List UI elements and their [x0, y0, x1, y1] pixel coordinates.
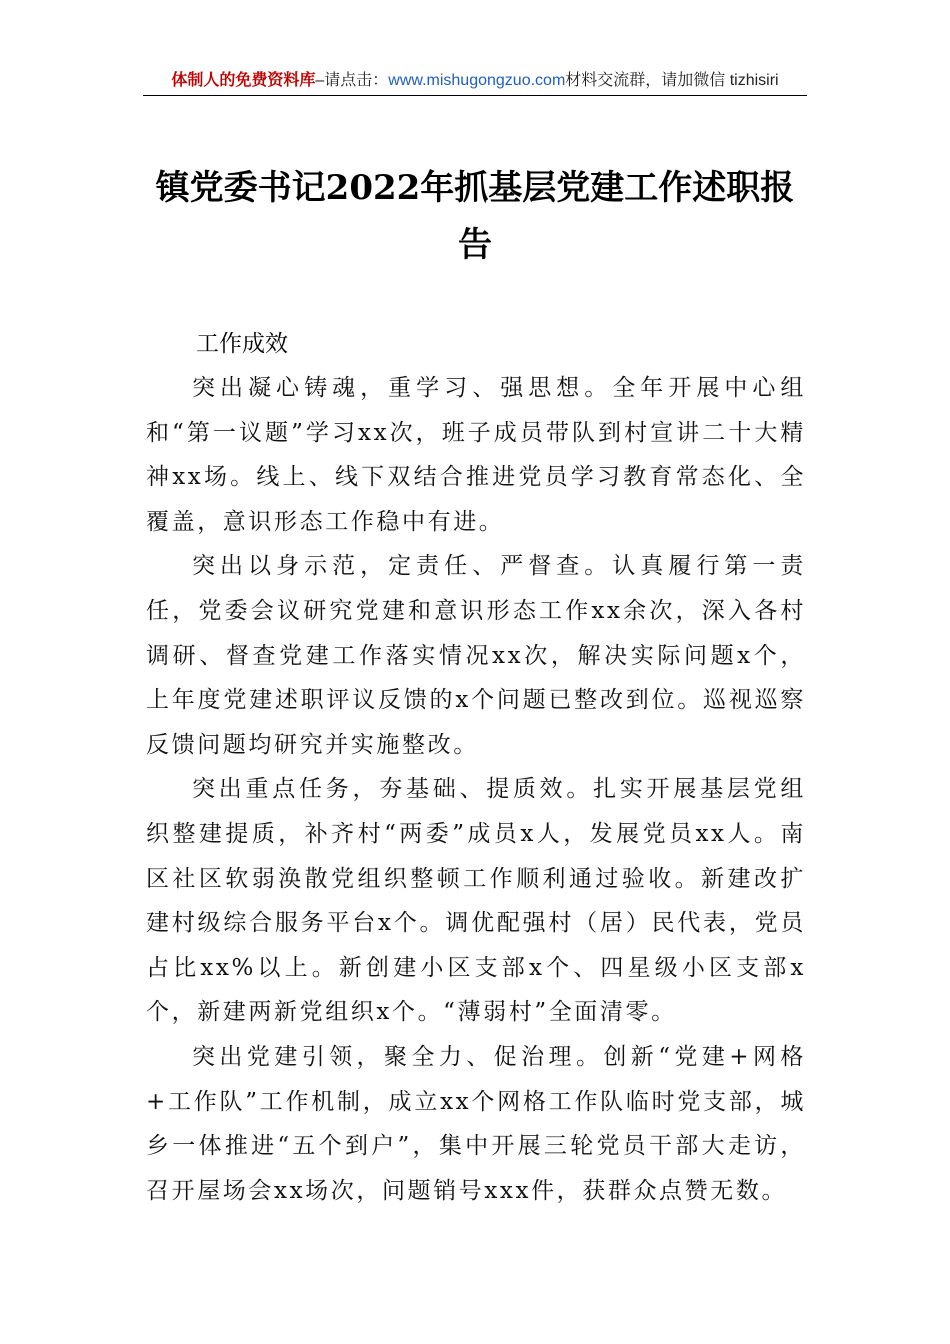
header-brand[interactable]: 体制人的免费资料库: [171, 72, 316, 89]
header-suffix: 材料交流群，请加微信 tizhisiri: [565, 72, 779, 89]
paragraph-3: 突出重点任务，夯基础、提质效。扎实开展基层党组织整建提质，补齐村“两委”成员x人，发展党员xx人。南区社区软弱涣散党组织整顿工作顺利通过验收。新建改扩建村级综合服务平台x个。调优配强村（居）民代表，党员占比xx%以上。新创建小区支部x个、四星级小区支部x个，新建两新党组织x个。“薄弱村”全面清零。: [146, 776, 806, 1026]
header-url-link[interactable]: www.mishugongzuo.com: [388, 72, 566, 89]
section-heading: 工作成效: [196, 331, 288, 357]
paragraph-2: 突出以身示范，定责任、严督查。认真履行第一责任，党委会议研究党建和意识形态工作xx余次，深入各村调研、督查党建工作落实情况xx次，解决实际问题x个，上年度党建述职评议反馈的x个问题已整改到位。巡视巡察反馈问题均研究并实施整改。: [146, 553, 806, 758]
header-divider: [143, 95, 807, 96]
document-title: 镇党委书记2022年抓基层党建工作述职报告: [155, 168, 795, 265]
header-banner: [143, 66, 807, 96]
header-prompt: –请点击：: [315, 72, 389, 89]
paragraph-4: 突出党建引领，聚全力、促治理。创新“党建+网格+工作队”工作机制，成立xx个网格工作队临时党支部，城乡一体推进“五个到户”，集中开展三轮党员干部大走访，召开屋场会xx场次，问题销号xxx件，获群众点赞无数。: [146, 1043, 806, 1204]
document-body: [146, 322, 806, 1213]
paragraph-1: 突出凝心铸魂，重学习、强思想。全年开展中心组和“第一议题”学习xx次，班子成员带队到村宣讲二十大精神xx场。线上、线下双结合推进党员学习教育常态化、全覆盖，意识形态工作稳中有进。: [146, 375, 806, 535]
